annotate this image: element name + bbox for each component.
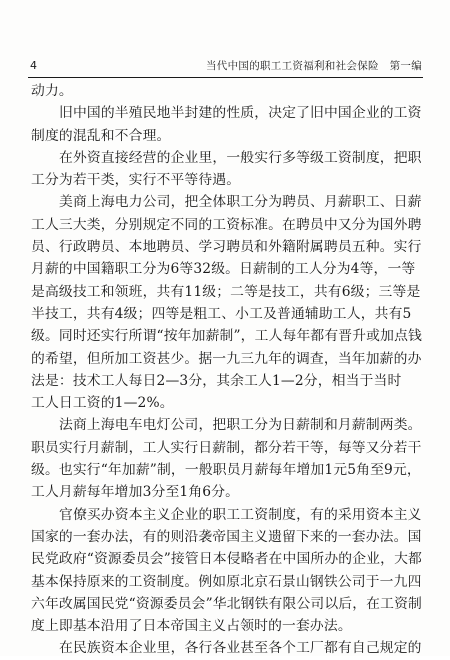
text-line: 是高级技工和领班，共有11级；二等是技工，共有6级；三等是: [31, 283, 421, 300]
text-line: 级。同时还实行所谓“按年加薪制”，工人每年都有晋升或加点钱: [31, 328, 422, 345]
body-text: [31, 80, 423, 660]
running-title: 当代中国的职工工资福利和社会保险 第一编: [206, 60, 422, 72]
text-line: 员、行政聘员、本地聘员、学习聘员和外籍附属聘员五种。实行: [31, 239, 422, 256]
text-line: 国家的一套办法，有的则沿袭帝国主义遗留下来的一套办法。国: [31, 528, 422, 545]
running-head: [30, 58, 422, 74]
text-line: 制度的混乱和不合理。: [31, 127, 171, 144]
text-line-paragraph-start: 在民族资本企业里，各行各业甚至各个工厂都有自己规定的: [59, 640, 422, 657]
text-line: 工人三大类，分别规定不同的工资标准。在聘员中又分为国外聘: [31, 216, 422, 233]
text-line: 度上即基本沿用了日本帝国主义占领时的一套办法。: [31, 618, 352, 635]
text-line: 工人月薪每年增加3分至1角6分。: [31, 484, 240, 501]
text-line: 月薪的中国籍职工分为6等32级。日薪制的工人分为4等，一等: [31, 261, 416, 278]
text-line-paragraph-start: 法商上海电车电灯公司，把职工分为日薪制和月薪制两类。: [59, 417, 422, 434]
text-line-paragraph-start: 在外资直接经营的企业里，一般实行多等级工资制度，把职: [59, 149, 422, 166]
text-line: 职员实行月薪制，工人实行日薪制，都分若干等，每等又分若干: [31, 439, 422, 456]
text-line: 半技工，共有4级；四等是粗工、小工及普通辅助工人，共有5: [31, 305, 412, 322]
page-number: 4: [30, 59, 37, 72]
text-line: 工分为若干类，实行不平等待遇。: [31, 172, 241, 189]
text-line: 级。也实行“年加薪”制，一般职员月薪每年增加1元5角至9元，: [31, 462, 421, 479]
text-line-paragraph-start: 旧中国的半殖民地半封建的性质，决定了旧中国企业的工资: [59, 105, 422, 122]
text-line-paragraph-start: 官僚买办资本主义企业的职工工资制度，有的采用资本主义: [59, 506, 422, 523]
text-line: 六年改属国民党“资源委员会”华北钢铁有限公司以后，在工资制: [31, 595, 422, 612]
text-line: 工人日工资的1—2%。: [31, 395, 174, 412]
text-line: 民党政府“资源委员会”接管日本侵略者在中国所办的企业，大都: [31, 551, 422, 568]
text-line-paragraph-start: 美商上海电力公司，把全体职工分为聘员、月薪职工、日薪: [59, 194, 422, 211]
text-line: 的希望，但所加工资甚少。据一九三九年的调查，当年加薪的办: [31, 350, 422, 367]
text-line-continuation: 动力。: [31, 83, 73, 99]
text-line: 基本保持原来的工资制度。例如原北京石景山钢铁公司于一九四: [31, 573, 422, 590]
text-line: 法是：技术工人每日2—3分，其余工人1—2分，相当于当时: [31, 372, 402, 389]
header-rule: [28, 77, 423, 78]
